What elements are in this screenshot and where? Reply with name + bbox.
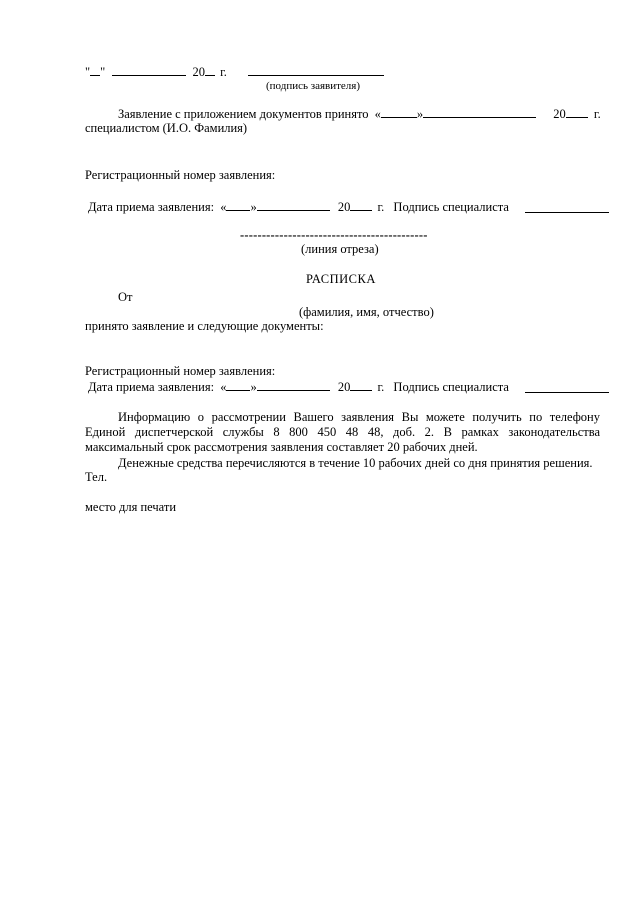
date-quote-close-1: » <box>250 200 257 214</box>
acceptance-year-blank <box>566 106 588 118</box>
receipt-name-caption: (фамилия, имя, отчество) <box>299 305 434 319</box>
acceptance-text: Заявление с приложением документов принято <box>118 107 369 121</box>
date-quote-open-1: « <box>220 200 227 214</box>
acceptance-quote-open: « <box>374 107 381 121</box>
receipt-from-label: От <box>118 290 133 304</box>
acceptance-line <box>118 106 601 122</box>
date-year-blank-1 <box>350 199 372 211</box>
cut-line-caption: (линия отреза) <box>301 242 379 256</box>
info-funds: Денежные средства перечисляются в течение 10 рабочих дней со дня принятия решения. <box>118 456 593 470</box>
specialist-signature-line-1 <box>525 201 609 213</box>
acceptance-year-prefix: 20 <box>553 107 566 121</box>
date-day-blank-2 <box>226 379 250 391</box>
date-month-blank-2 <box>257 379 330 391</box>
date-year-suffix-2: г. <box>377 380 385 394</box>
date-month-blank-1 <box>257 199 330 211</box>
acceptance-year-suffix: г. <box>593 107 601 121</box>
date-quote-close: " <box>100 65 106 79</box>
day-blank <box>90 64 100 76</box>
year-prefix: 20 <box>192 65 205 79</box>
registration-number-label-2: Регистрационный номер заявления: <box>85 364 276 378</box>
month-blank <box>112 64 186 76</box>
applicant-signature-caption: (подпись заявителя) <box>266 80 361 92</box>
applicant-signature-line <box>248 64 384 76</box>
date-label-1: Дата приема заявления: <box>88 200 215 214</box>
info-phone: Тел. <box>85 470 108 484</box>
acceptance-month-blank <box>423 106 536 118</box>
specialist-signature-label-1: Подпись специалиста <box>393 200 509 214</box>
date-year-prefix-1: 20 <box>337 200 351 214</box>
date-quote-open: " <box>85 65 91 79</box>
date-label-2: Дата приема заявления: <box>88 380 215 394</box>
acceptance-quote-close: » <box>416 107 424 121</box>
acceptance-day-blank <box>381 106 417 118</box>
date-year-suffix-1: г. <box>377 200 385 214</box>
year-blank <box>205 64 215 76</box>
acceptance-specialist: специалистом (И.О. Фамилия) <box>85 121 248 135</box>
registration-date-line-1 <box>88 199 509 215</box>
receipt-accepted-text: принято заявление и следующие документы: <box>85 319 324 333</box>
registration-number-label-1: Регистрационный номер заявления: <box>85 168 276 182</box>
date-day-blank-1 <box>226 199 250 211</box>
date-quote-close-2: » <box>250 380 257 394</box>
cut-line-dashes: ------------------------------------------- <box>240 228 428 242</box>
date-quote-open-2: « <box>220 380 227 394</box>
info-paragraph: Информацию о рассмотрении Вашего заявления Вы можете получить по телефону Единой диспетчерской службы 8 800 450 48 48, доб. 2. В рамках законодательства максимальный срок рассмотрения заявления составляет 20 рабочих дней. <box>85 410 600 454</box>
year-suffix: г. <box>220 65 227 79</box>
date-year-prefix-2: 20 <box>337 380 351 394</box>
specialist-signature-label-2: Подпись специалиста <box>393 380 509 394</box>
registration-date-line-2 <box>88 379 509 395</box>
receipt-title: РАСПИСКА <box>306 272 376 286</box>
stamp-place-label: место для печати <box>85 500 177 514</box>
date-year-blank-2 <box>350 379 372 391</box>
header-date-line <box>85 64 227 80</box>
specialist-signature-line-2 <box>525 381 609 393</box>
